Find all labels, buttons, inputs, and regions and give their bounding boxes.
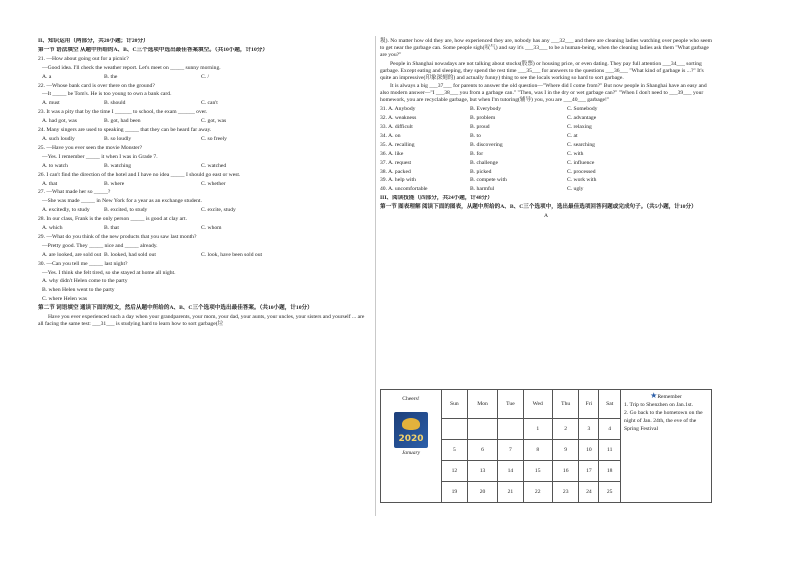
option-c: C. / <box>201 73 210 80</box>
option-a: A. had got, was <box>42 118 77 125</box>
question-27-line: —She was made _____ in New York for a year as an exchange student. <box>42 198 202 205</box>
option-a: A. such loudly <box>42 135 75 142</box>
remember-note <box>621 390 712 503</box>
passage-paragraph-1: 圾). No matter how old they are, how experienced they are, nobody has any ___32___ and there are cleaning ladies watching over people who seem to get near the garbage can. Some people sigh(叹气) and say it's ___33___ to be a human-being, when the cleaning ladies ask them "What garbage are you?" <box>380 38 712 58</box>
remember-title: Remember <box>657 394 682 400</box>
option-c: C. whom <box>201 225 222 232</box>
option-b: B. looked, had sold out <box>104 251 156 258</box>
option-b: B. watching <box>104 162 132 169</box>
date-cell: 24 <box>579 482 599 503</box>
question-22-options <box>38 100 370 107</box>
option-b: B. should <box>104 100 126 107</box>
option-c: C. whether <box>201 180 226 187</box>
option-a: 35. A. recalling <box>380 141 415 148</box>
remember-item-1: 1. Trip to Shenzhen on Jan.1st. <box>624 402 693 408</box>
question-30: 30. —Can you tell me _____ last night? <box>38 260 128 267</box>
option-b: B. problem <box>470 115 496 122</box>
question-24-options <box>38 136 370 143</box>
question-21: 21. —How about going out for a picnic? <box>38 55 129 62</box>
date-cell: 12 <box>442 461 468 482</box>
option-c: C. searching <box>567 141 595 148</box>
date-cell: 19 <box>442 482 468 503</box>
date-cell: 10 <box>579 440 599 461</box>
question-27-options <box>38 207 370 214</box>
option-a: A. that <box>42 180 58 187</box>
option-c: C. can't <box>201 100 218 107</box>
option-a: 40. A. uncomfortable <box>380 186 428 193</box>
part2-title: 第二节 词语填空 通读下面的短文，然后从题中所给的A、B、C三个选项中选出最佳答案。（共10小题，计10分） <box>38 305 313 312</box>
option-a: 31. A. Anybody <box>380 106 416 113</box>
option-a: 38. A. packed <box>380 168 411 175</box>
option-a: A. are looked, are sold out <box>42 251 102 258</box>
option-c: C. Somebody <box>567 106 598 113</box>
option-a: 34. A. on <box>380 132 401 139</box>
question-23-options <box>38 118 370 125</box>
option-b: B. to <box>470 132 481 139</box>
question-29: 29. —What do you think of the new products that you saw last month? <box>38 233 197 240</box>
date-cell: 17 <box>579 461 599 482</box>
date-cell: 1 <box>523 419 552 440</box>
option-b: B. when Helen went to the party <box>42 287 115 294</box>
date-cell: 6 <box>467 440 498 461</box>
question-22: 22. —Whose bank card is over there on the ground? <box>38 82 155 89</box>
question-28: 28. In our class, Frank is the only person _____ is good at clay art. <box>38 216 187 223</box>
question-30-line: —Yes. I think she felt tired, so she stayed at home all night. <box>42 269 176 276</box>
date-cell <box>442 419 468 440</box>
date-cell <box>498 419 523 440</box>
option-c: C. got, was <box>201 118 227 125</box>
option-a: A. why didn't Helen come to the party <box>42 278 128 285</box>
option-c: C. where Helen was <box>42 296 88 303</box>
option-c: C. look, have been sold out <box>201 251 263 258</box>
options-36 <box>380 151 712 158</box>
year-text: 2020 <box>398 434 424 444</box>
options-31 <box>380 106 712 113</box>
mouse-illustration <box>402 418 420 430</box>
star-icon: ★ <box>650 391 658 400</box>
day-header: Tue <box>498 390 523 419</box>
section3-title: III、阅读技能（四部分，共24小题，计48分） <box>380 195 493 202</box>
option-a: 32. A. weakness <box>380 115 417 122</box>
calendar-table <box>380 389 712 503</box>
date-cell: 5 <box>442 440 468 461</box>
option-c: C. so freely <box>201 135 227 142</box>
date-cell: 8 <box>523 440 552 461</box>
option-a: A. must <box>42 100 60 107</box>
day-header: Sat <box>599 390 621 419</box>
question-21-options <box>38 74 370 81</box>
question-25-line: —Yes. I remember _____ it when I was in Grade 7. <box>42 153 158 160</box>
option-c: C. excite, study <box>201 207 236 214</box>
option-c: C. processed <box>567 168 596 175</box>
section-title: II、知识运用（两部分，共20小题；计20分） <box>38 38 149 44</box>
option-b: B. for <box>470 150 484 157</box>
option-a: 36. A. like <box>380 150 404 157</box>
question-27: 27. —What made her so _____? <box>38 189 111 196</box>
passage-start: Have you ever experienced such a day when your grandparents, your mom, your dad, your aunts, your uncles, your sisters and yourself ... are all facing the same test: ___31___ is studying hard to learn how to sort garbage(垃 <box>38 314 365 327</box>
options-32 <box>380 115 712 122</box>
column-divider <box>375 36 376 516</box>
date-cell: 9 <box>552 440 579 461</box>
option-a: 33. A. difficult <box>380 123 413 130</box>
question-26: 26. I can't find the direction of the hotel and I have no idea _____ I should go east or west. <box>38 171 241 178</box>
options-37 <box>380 160 712 167</box>
option-b: B. so loudly <box>104 135 132 142</box>
date-cell: 7 <box>498 440 523 461</box>
month-label: January <box>401 450 421 456</box>
new-year-2020-image <box>394 412 428 448</box>
option-b: B. that <box>104 225 119 232</box>
options-34 <box>380 133 712 140</box>
option-b: B. compete with <box>470 177 507 184</box>
option-b: B. the <box>104 73 118 80</box>
option-b: B. where <box>104 180 125 187</box>
date-cell: 18 <box>599 461 621 482</box>
date-cell: 20 <box>467 482 498 503</box>
date-cell <box>467 419 498 440</box>
question-25: 25. —Have you ever seen the movie Monster? <box>38 144 143 151</box>
question-23: 23. It was a pity that by the time I ______ to school, the exam ______ over. <box>38 109 208 116</box>
left-column <box>38 38 370 328</box>
question-25-options <box>38 163 370 170</box>
calendar-label: A <box>543 213 549 220</box>
calendar-image-cell <box>381 390 442 503</box>
options-39 <box>380 177 712 184</box>
date-cell: 14 <box>498 461 523 482</box>
reading-part1-title: 第一节 图表理解 阅读下面的图表，从题中所给的A、B、C三个选项中，选出最佳选项回答问题或完成句子。（共5小题，计10分） <box>380 204 697 211</box>
option-b: B. challenge <box>470 159 498 166</box>
day-header: Sun <box>442 390 468 419</box>
question-24: 24. Many singers are used to speaking _____ that they can be heard far away. <box>38 127 212 134</box>
option-b: B. harmful <box>470 186 495 193</box>
option-c: C. ugly <box>567 186 584 193</box>
date-cell: 15 <box>523 461 552 482</box>
option-a: A. which <box>42 225 63 232</box>
question-21-line: —Good idea. I'll check the weather report. Let's meet on _____ sunny morning. <box>42 64 221 71</box>
option-b: B. got, had been <box>104 118 141 125</box>
date-cell: 22 <box>523 482 552 503</box>
question-22-line: —It _____ be Tom's. He is too young to own a bank card. <box>42 91 172 98</box>
calendar-header-row <box>381 390 712 419</box>
question-26-options <box>38 181 370 188</box>
options-33 <box>380 124 712 131</box>
option-c: C. influence <box>567 159 595 166</box>
option-c: C. advantage <box>567 115 597 122</box>
option-a: A. a <box>42 73 52 80</box>
date-cell: 13 <box>467 461 498 482</box>
passage-paragraph-3: It is always a big ___37___ for parents to answer the old question—"Where did I come from?" But now people in Shanghai have an easy and also modern answer—"I ___38___ you from a garbage can." "Then, was I in the dry or wet garbage can?" "When I don't need to ___39___ your homework, you are recyclable garbage, but when I'm tutoring(辅导) you, you are ___40___ garbage!" <box>380 83 707 104</box>
part1-title: 第一节 语法填空 从题中所给的A、B、C三个选项中选出最佳答案填空。（共10小题，计10分） <box>38 46 268 53</box>
option-a: A. excitedly, to study <box>42 207 90 214</box>
option-c: C. work with <box>567 177 597 184</box>
date-cell: 23 <box>552 482 579 503</box>
remember-item-2: 2. Go back to the hometown on the night of Jan. 24th, the eve of the Spring Festival <box>624 410 703 432</box>
date-cell: 25 <box>599 482 621 503</box>
option-c: C. relaxing <box>567 123 592 130</box>
option-b: B. excited, to study <box>104 207 148 214</box>
option-c: C. watched <box>201 162 227 169</box>
date-cell: 11 <box>599 440 621 461</box>
date-cell: 21 <box>498 482 523 503</box>
day-header: Mon <box>467 390 498 419</box>
question-29-options <box>38 252 370 259</box>
options-38 <box>380 169 712 176</box>
option-b: B. Everybody <box>470 106 502 113</box>
date-cell: 2 <box>552 419 579 440</box>
day-header: Fri <box>579 390 599 419</box>
option-a: 37. A. request <box>380 159 412 166</box>
option-c: C. at <box>567 132 578 139</box>
date-cell: 4 <box>599 419 621 440</box>
right-column <box>380 38 712 220</box>
options-40 <box>380 186 712 193</box>
options-35 <box>380 142 712 149</box>
passage-paragraph-2: People in Shanghai nowadays are not talking about stocks(股票) or housing price, or even dating. They pay full attention ___34___ sorting garbage. Except eating and sleeping, they spend the rest time ___35___ for answers to the questions ___36___ "What kind of garbage is ...?" It's quite an impressive(印象深刻的) and actually funny) thing to see the locals working so hard to sort garbage. <box>380 60 704 81</box>
option-c: C. with <box>567 150 584 157</box>
date-cell: 16 <box>552 461 579 482</box>
option-a: 39. A. help with <box>380 177 416 184</box>
cheers-text: Cheers! <box>402 396 420 402</box>
option-b: B. picked <box>470 168 492 175</box>
option-a: A. to watch <box>42 162 68 169</box>
day-header: Thu <box>552 390 579 419</box>
question-28-options <box>38 225 370 232</box>
question-29-line: —Pretty good. They _____ nice and _____ already. <box>42 242 158 249</box>
day-header: Wed <box>523 390 552 419</box>
option-b: B. discovering <box>470 141 503 148</box>
option-b: B. proud <box>470 123 490 130</box>
date-cell: 3 <box>579 419 599 440</box>
